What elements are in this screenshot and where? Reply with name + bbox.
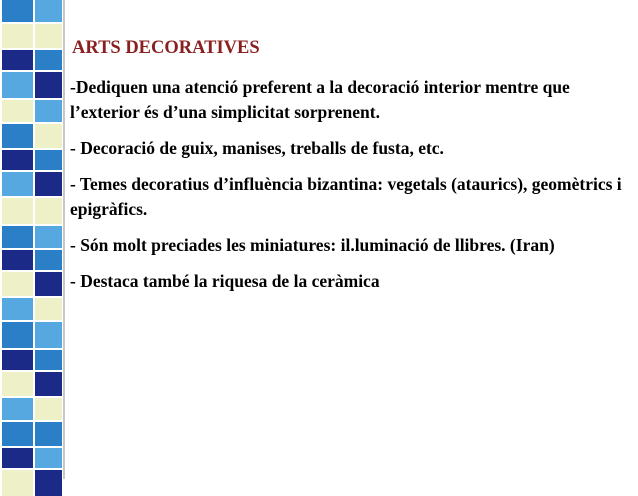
stripe-cell <box>35 422 62 446</box>
stripe-cell <box>35 226 62 248</box>
slide-title: ARTS DECORATIVES <box>72 38 260 58</box>
stripe-cell <box>35 124 62 148</box>
stripe-cell <box>2 372 33 396</box>
paragraph-3: - Temes decoratius d’influència bizantina: vegetals (ataurics), geomètrics i epigràfics. <box>70 174 622 219</box>
stripe-cell <box>35 198 62 224</box>
stripe-cell <box>35 250 62 270</box>
stripe-cell <box>2 24 33 48</box>
stripe-cell <box>35 50 62 70</box>
stripe-cell <box>35 372 62 396</box>
stripe-cell <box>35 350 62 370</box>
stripe-cell <box>2 298 33 320</box>
stripe-cell <box>2 422 33 446</box>
paragraph-5: - Destaca també la riquesa de la ceràmica <box>70 271 380 291</box>
stripe-cell <box>35 0 62 22</box>
stripe-grid <box>0 0 66 479</box>
paragraph-1: -Dediquen una atenció preferent a la decoració interior mentre que l’exterior és d’una simplicitat sorprenent. <box>70 77 570 122</box>
stripe-cell <box>35 72 62 98</box>
stripe-cell <box>35 298 62 320</box>
stripe-cell <box>35 172 62 196</box>
stripe-cell <box>2 172 33 196</box>
stripe-cell <box>2 448 33 468</box>
stripe-cell <box>2 350 33 370</box>
stripe-cell <box>2 272 33 296</box>
stripe-cell <box>2 470 33 496</box>
stripe-cell <box>35 322 62 348</box>
stripe-cell <box>2 198 33 224</box>
stripe-cell <box>35 150 62 170</box>
stripe-cell <box>2 226 33 248</box>
stripe-cell <box>2 322 33 348</box>
stripe-cell <box>2 250 33 270</box>
stripe-cell <box>35 100 62 122</box>
slide-content <box>70 36 634 305</box>
stripe-cell <box>35 448 62 468</box>
stripe-cell <box>2 100 33 122</box>
stripe-cell <box>2 124 33 148</box>
stripe-cell <box>35 398 62 420</box>
stripe-cell <box>35 470 62 496</box>
decorative-stripe <box>0 0 66 479</box>
paragraph-4: - Són molt preciades les miniatures: il.luminació de llibres. (Iran) <box>70 235 555 255</box>
stripe-cell <box>2 398 33 420</box>
stripe-cell <box>2 72 33 98</box>
stripe-cell <box>35 272 62 296</box>
stripe-cell <box>35 24 62 48</box>
stripe-cell <box>2 50 33 70</box>
stripe-cell <box>2 0 33 22</box>
paragraph-2: - Decoració de guix, manises, treballs de fusta, etc. <box>70 138 444 158</box>
stripe-divider <box>63 0 65 479</box>
stripe-cell <box>2 150 33 170</box>
